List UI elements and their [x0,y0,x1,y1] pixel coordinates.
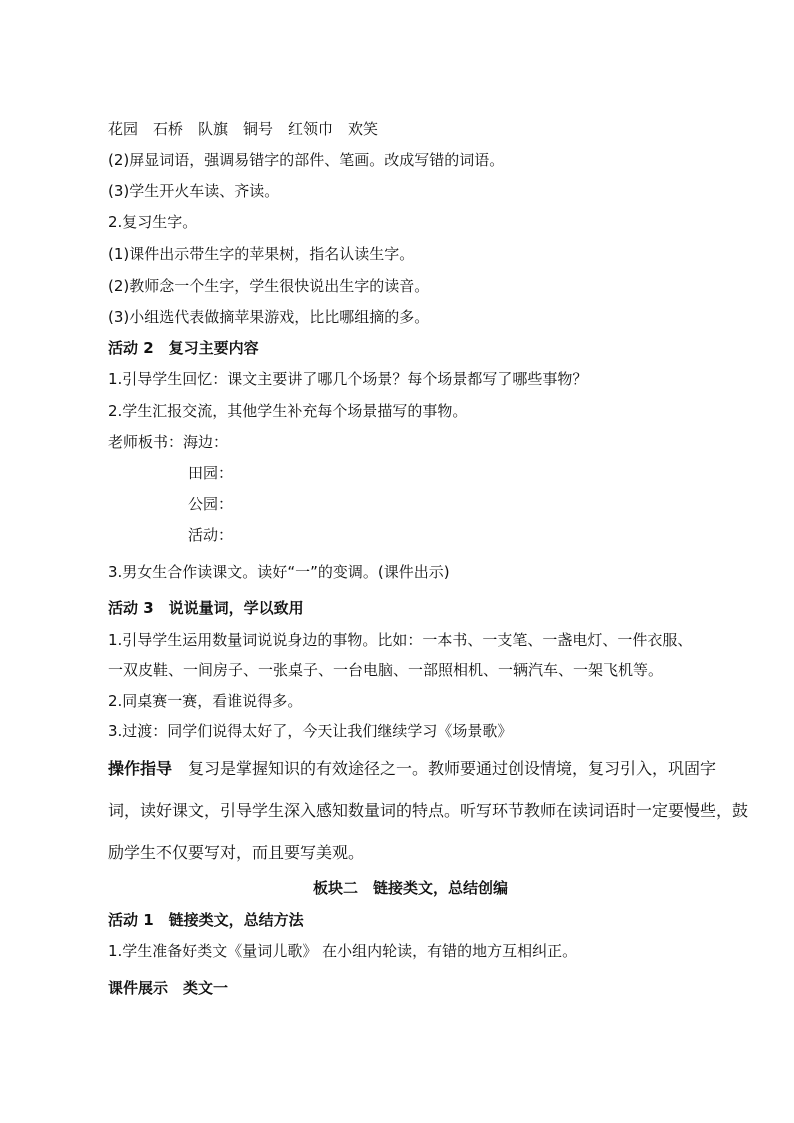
guide-text: 复习是掌握知识的有效途径之一。教师要通过创设情境，复习引入，巩固字 [188,759,717,778]
activity-title: 说说量词，学以致用 [168,599,304,617]
activity-heading [108,338,259,358]
guide-paragraph: 词，读好课文，引导学生深入感知数量词的特点。听写环节教师在读词语时一定要慢些，鼓 [108,801,749,820]
text-line: 一双皮鞋、一间房子、一张桌子、一台电脑、一部照相机、一辆汽车、一架飞机等。 [108,661,664,679]
courseware-title: 类文一 [183,979,229,997]
guide-paragraph: 励学生不仅要写对，而且要写美观。 [108,843,365,862]
text-line: (2)屏显词语，强调易错字的部件、笔画。改成写错的词语。 [108,151,505,169]
section-heading [313,878,508,898]
blackboard-line: 活动： [188,526,234,544]
blackboard-line: 老师板书：海边： [108,433,229,451]
activity-label: 活动 1 [108,911,154,929]
activity-label: 活动 2 [108,339,154,357]
text-line: 2.学生汇报交流，其他学生补充每个场景描写的事物。 [108,402,468,420]
text-line: 1.引导学生运用数量词说说身边的事物。比如：一本书、一支笔、一盏电灯、一件衣服、 [108,631,693,649]
word-list: 花园 石桥 队旗 铜号 红领巾 欢笑 [108,120,379,138]
text-line: (2)教师念一个生字，学生很快说出生字的读音。 [108,277,430,295]
text-line: (3)学生开火车读、齐读。 [108,182,280,200]
text-line: 1.学生准备好类文《量词儿歌》 在小组内轮读，有错的地方互相纠正。 [108,942,578,960]
text-line: (3)小组选代表做摘苹果游戏，比比哪组摘的多。 [108,308,430,326]
text-line: 3.男女生合作读课文。读好“一”的变调。(课件出示) [108,563,450,581]
courseware-label: 课件展示 [108,979,169,997]
blackboard-line: 田园： [188,464,234,482]
activity-label: 活动 3 [108,599,154,617]
activity-heading [108,910,304,930]
text-line: 2.同桌赛一赛，看谁说得多。 [108,692,303,710]
text-line: 1.引导学生回忆：课文主要讲了哪几个场景？每个场景都写了哪些事物？ [108,370,588,388]
guide-paragraph [108,759,716,779]
text-line: 3.过渡：同学们说得太好了，今天让我们继续学习《场景歌》 [108,722,513,740]
text-line: (1)课件出示带生字的苹果树，指名认读生字。 [108,245,415,263]
section-label: 板块二 [313,879,359,897]
guide-label: 操作指导 [108,759,173,778]
activity-title: 复习主要内容 [168,339,259,357]
courseware-heading [108,978,228,998]
activity-heading [108,598,304,618]
activity-title: 链接类文，总结方法 [168,911,304,929]
section-title: 链接类文，总结创编 [373,879,509,897]
text-line: 2.复习生字。 [108,213,198,231]
blackboard-line: 公园： [188,495,234,513]
